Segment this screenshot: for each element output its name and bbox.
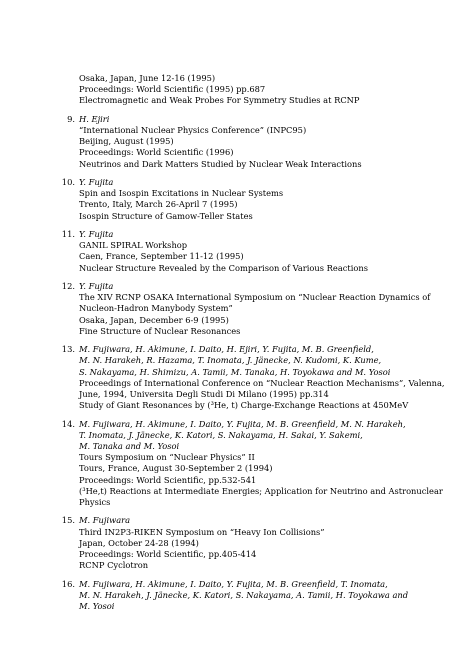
entry-line: June, 1994, Universita Degli Studi Di Milano (1995) pp.314 bbox=[79, 389, 329, 400]
entry-number: 10. bbox=[61, 177, 75, 187]
entry-authors: M. Yosoi bbox=[79, 601, 115, 612]
entry-line: Tours Symposium on “Nuclear Physics” II bbox=[79, 452, 255, 463]
entry-authors: M. Fujiwara, H. Akimune, I. Daito, Y. Fujita, M. B. Greenfield, T. Inomata, bbox=[79, 578, 388, 589]
entry-line: Proceedings: World Scientific, pp.532-541 bbox=[79, 474, 257, 485]
entry-line: Osaka, Japan, December 6-9 (1995) bbox=[79, 314, 229, 325]
entry-line: Nucleon-Hadron Manybody System” bbox=[79, 303, 233, 314]
entry-authors: Y. Fujita bbox=[79, 229, 114, 239]
entry-line: Japan, October 24-28 (1994) bbox=[79, 537, 199, 548]
reference-entry bbox=[0, 229, 447, 274]
continued-line: Proceedings: World Scientific (1995) pp.687 bbox=[79, 84, 266, 95]
entry-line: Physics bbox=[79, 497, 111, 508]
entry-authors: S. Nakayama, H. Shimizu, A. Tamii, M. Tanaka, H. Toyokawa and M. Yosoi bbox=[79, 366, 391, 377]
entry-line: Third IN2P3-RIKEN Symposium on “Heavy Ion Collisions” bbox=[79, 526, 325, 537]
entry-authors: M. Fujiwara, H. Akimune, I. Daito, Y. Fujita, M. B. Greenfield, M. N. Harakeh, bbox=[79, 418, 406, 429]
entry-number: 13. bbox=[61, 344, 75, 355]
entry-line: Nuclear Structure Revealed by the Comparison of Various Reactions bbox=[79, 262, 368, 273]
entry-authors: M. Tanaka and M. Yosoi bbox=[79, 441, 180, 452]
entry-number: 16. bbox=[61, 578, 75, 589]
continued-line: Osaka, Japan, June 12-16 (1995) bbox=[79, 73, 216, 83]
entry-authors: T. Inomata, J. Jänecke, K. Katori, S. Nakayama, H. Sakai, Y. Sakemi, bbox=[79, 429, 363, 440]
entry-line: Fine Structure of Nuclear Resonances bbox=[79, 325, 241, 336]
entry-line: “International Nuclear Physics Conference” (INPC95) bbox=[79, 125, 307, 135]
continued-entry bbox=[0, 73, 447, 107]
entry-authors: Y. Fujita bbox=[79, 177, 114, 187]
reference-entry bbox=[0, 281, 447, 337]
entry-line: Trento, Italy, March 26-April 7 (1995) bbox=[79, 199, 238, 210]
reference-entry bbox=[0, 515, 447, 571]
entry-line: Proceedings: World Scientific (1996) bbox=[79, 147, 234, 158]
entry-line: The XIV RCNP OSAKA International Symposium on “Nuclear Reaction Dynamics of bbox=[79, 292, 431, 303]
entry-line: Tours, France, August 30-September 2 (1994) bbox=[79, 463, 273, 474]
reference-entry bbox=[0, 419, 447, 509]
entry-line: GANIL SPIRAL Workshop bbox=[79, 240, 188, 251]
entry-line: Proceedings: World Scientific, pp.405-414 bbox=[79, 549, 257, 560]
reference-entry bbox=[0, 177, 447, 222]
entry-number: 9. bbox=[67, 113, 75, 124]
reference-entry bbox=[0, 579, 447, 613]
entry-authors: M. Fujiwara, H. Akimune, I. Daito, H. Ejiri, Y. Fujita, M. B. Greenfield, bbox=[79, 344, 374, 355]
entry-authors: Y. Fujita bbox=[79, 281, 114, 291]
entry-line: (³He,t) Reactions at Intermediate Energies; Application for Neutrino and Astronuclear bbox=[79, 485, 443, 496]
continued-line: Electromagnetic and Weak Probes For Symmetry Studies at RCNP bbox=[79, 95, 360, 106]
entry-line: Spin and Isospin Excitations in Nuclear Systems bbox=[79, 188, 284, 199]
reference-entry bbox=[0, 344, 447, 411]
entry-authors: M. N. Harakeh, R. Hazama, T. Inomata, J. Jänecke, N. Kudomi, K. Kume, bbox=[79, 355, 382, 366]
entry-line: Study of Giant Resonances by (³He, t) Charge-Exchange Reactions at 450MeV bbox=[79, 400, 409, 411]
entry-number: 14. bbox=[61, 418, 75, 429]
entry-authors: M. Fujiwara bbox=[79, 515, 131, 526]
entry-line: Proceedings of International Conference on “Nuclear Reaction Mechanisms”, Valenna, bbox=[79, 377, 445, 388]
entry-authors: M. N. Harakeh, J. Jänecke, K. Katori, S. Nakayama, A. Tamii, H. Toyokawa and bbox=[79, 589, 409, 600]
entry-line: Caen, France, September 11-12 (1995) bbox=[79, 251, 244, 262]
reference-entry bbox=[0, 114, 447, 170]
entry-number: 11. bbox=[61, 229, 75, 239]
entry-line: Isospin Structure of Gamow-Teller States bbox=[79, 210, 253, 221]
entry-line: Neutrinos and Dark Matters Studied by Nuclear Weak Interactions bbox=[79, 158, 362, 169]
entry-authors: H. Ejiri bbox=[79, 113, 110, 124]
entry-line: Beijing, August (1995) bbox=[79, 136, 174, 147]
entry-number: 15. bbox=[61, 515, 75, 526]
entry-line: RCNP Cyclotron bbox=[79, 560, 149, 571]
entry-number: 12. bbox=[61, 281, 75, 291]
